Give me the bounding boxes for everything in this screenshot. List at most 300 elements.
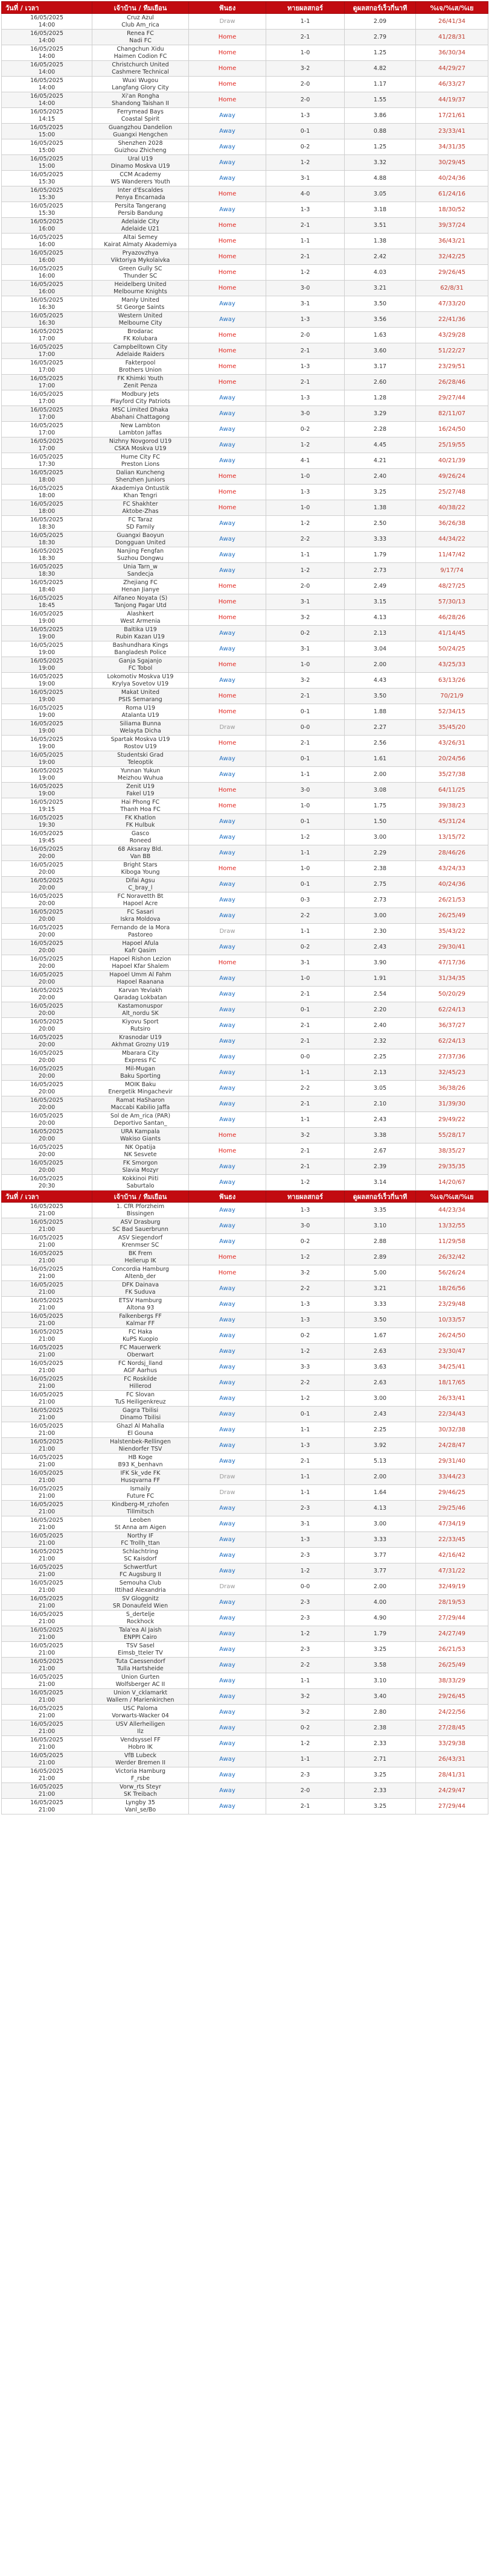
match-teams[interactable] (92, 971, 189, 987)
away-team[interactable]: Ilz (137, 1728, 144, 1735)
table-row[interactable] (2, 1485, 488, 1501)
away-team[interactable]: Slavia Mozyr (122, 1166, 159, 1174)
home-team[interactable]: Ramat HaSharon (116, 1096, 165, 1104)
table-row[interactable] (2, 155, 488, 171)
table-row[interactable] (2, 45, 488, 61)
home-team[interactable]: Studentski Grad (117, 751, 164, 758)
home-team[interactable]: Alashkert (127, 610, 154, 617)
match-teams[interactable] (92, 186, 189, 202)
away-team[interactable]: SD Family (126, 523, 155, 530)
table-row[interactable] (2, 971, 488, 987)
home-team[interactable]: Falkenbergs FF (119, 1312, 162, 1320)
match-teams[interactable] (92, 1485, 189, 1501)
home-team[interactable]: Makat United (121, 689, 160, 696)
match-teams[interactable] (92, 1360, 189, 1375)
table-row[interactable] (2, 673, 488, 689)
away-team[interactable]: NK Sesvete (124, 1151, 157, 1158)
home-team[interactable]: Nanjing Fengfan (117, 547, 164, 555)
match-teams[interactable] (92, 500, 189, 516)
table-row[interactable] (2, 861, 488, 877)
table-row[interactable] (2, 1407, 488, 1422)
away-team[interactable]: Hellerup IK (124, 1257, 156, 1264)
table-row[interactable] (2, 1096, 488, 1112)
table-row[interactable] (2, 1391, 488, 1407)
match-teams[interactable] (92, 390, 189, 406)
match-teams[interactable] (92, 1328, 189, 1344)
away-team[interactable]: Pastoreo (128, 931, 153, 938)
match-teams[interactable] (92, 45, 189, 61)
home-team[interactable]: FC Sasari (127, 908, 154, 915)
table-row[interactable] (2, 594, 488, 610)
match-teams[interactable] (92, 171, 189, 186)
home-team[interactable]: NK Opatija (125, 1143, 156, 1151)
home-team[interactable]: IFK Sk_vde FK (120, 1469, 161, 1477)
home-team[interactable]: Baltika U19 (124, 626, 157, 633)
away-team[interactable]: Vorwarts-Wacker 04 (112, 1712, 169, 1719)
home-team[interactable]: Roma U19 (125, 704, 156, 711)
away-team[interactable]: Maccabi Kabilio Jaffa (110, 1104, 170, 1111)
home-team[interactable]: Vendsyssel FF (120, 1736, 161, 1743)
away-team[interactable]: Energetik Mingachevir (108, 1088, 173, 1095)
away-team[interactable]: Hobro IK (128, 1743, 153, 1751)
match-teams[interactable] (92, 1548, 189, 1563)
away-team[interactable]: Kairat Almaty Akademiya (104, 241, 177, 248)
away-team[interactable]: FK Kolubara (123, 335, 158, 342)
away-team[interactable]: FC Augsburg II (119, 1571, 162, 1578)
home-team[interactable]: URA Kampala (121, 1128, 160, 1135)
away-team[interactable]: Khan Tengri (123, 492, 158, 499)
away-team[interactable]: SC Bad Sauerbrunn (112, 1226, 168, 1233)
home-team[interactable]: BK Frem (128, 1250, 153, 1257)
match-teams[interactable] (92, 92, 189, 108)
away-team[interactable]: Guizhou Zhicheng (114, 147, 167, 154)
away-team[interactable]: Penya Encarnada (115, 194, 165, 201)
home-team[interactable]: FC Taraz (128, 516, 153, 523)
table-row[interactable] (2, 626, 488, 641)
away-team[interactable]: Bissingen (126, 1210, 155, 1217)
away-team[interactable]: PSIS Semarang (118, 696, 162, 703)
away-team[interactable]: Guangxi Hengchen (113, 131, 168, 138)
home-team[interactable]: Halstenbek-Rellingen (110, 1438, 171, 1445)
table-row[interactable] (2, 1563, 488, 1579)
away-team[interactable]: Hapoel Acre (123, 900, 158, 907)
match-teams[interactable] (92, 1281, 189, 1297)
match-teams[interactable] (92, 61, 189, 77)
home-team[interactable]: Tuta Caessendorf (115, 1658, 165, 1665)
table-row[interactable] (2, 579, 488, 594)
home-team[interactable]: Hapoel Umm Al Fahm (109, 971, 171, 978)
home-team[interactable]: Nizhny Novgorod U19 (109, 437, 172, 445)
table-row[interactable] (2, 30, 488, 45)
home-team[interactable]: Union V_cklamarkt (113, 1689, 168, 1696)
away-team[interactable]: Cashmere Technical (112, 68, 169, 75)
match-teams[interactable] (92, 422, 189, 437)
away-team[interactable]: Wallern / Marienkirchen (106, 1696, 174, 1703)
table-row[interactable] (2, 1081, 488, 1096)
match-teams[interactable] (92, 1595, 189, 1611)
table-row[interactable] (2, 1454, 488, 1469)
table-row[interactable] (2, 1720, 488, 1736)
match-teams[interactable] (92, 296, 189, 312)
away-team[interactable]: Melbourne City (118, 319, 162, 326)
table-row[interactable] (2, 92, 488, 108)
home-team[interactable]: Shenzhen 2028 (118, 139, 163, 147)
match-teams[interactable] (92, 437, 189, 453)
table-row[interactable] (2, 1548, 488, 1563)
home-team[interactable]: Manly United (121, 296, 159, 304)
match-teams[interactable] (92, 218, 189, 234)
away-team[interactable]: Rutsiro (130, 1025, 151, 1032)
home-team[interactable]: Fakterpool (125, 359, 156, 366)
match-teams[interactable] (92, 155, 189, 171)
away-team[interactable]: Alt_nordu SK (122, 1010, 159, 1017)
home-team[interactable]: MOIK Baku (124, 1081, 156, 1088)
table-row[interactable] (2, 908, 488, 924)
match-teams[interactable] (92, 689, 189, 704)
match-teams[interactable] (92, 1234, 189, 1250)
home-team[interactable]: Tala'ea Al Jaish (119, 1626, 162, 1633)
away-team[interactable]: Dinamo Moskva U19 (110, 162, 170, 170)
home-team[interactable]: Schlachtring (122, 1548, 159, 1555)
away-team[interactable]: Deportivo Santan_ (113, 1119, 167, 1127)
home-team[interactable]: Pryazovzhya (122, 249, 159, 256)
away-team[interactable]: Shandong Taishan II (112, 100, 169, 107)
home-team[interactable]: FK Khatlon (125, 814, 156, 821)
home-team[interactable]: Alfaneo Noyata (S) (113, 594, 168, 602)
match-teams[interactable] (92, 814, 189, 830)
match-teams[interactable] (92, 202, 189, 218)
table-row[interactable] (2, 1469, 488, 1485)
table-row[interactable] (2, 281, 488, 296)
match-teams[interactable] (92, 657, 189, 673)
match-teams[interactable] (92, 1407, 189, 1422)
away-team[interactable]: Welayta Dicha (120, 727, 161, 734)
table-row[interactable] (2, 720, 488, 736)
away-team[interactable]: ENPPI Cairo (124, 1633, 157, 1641)
away-team[interactable]: Roneed (129, 837, 152, 844)
table-row[interactable] (2, 736, 488, 751)
table-row[interactable] (2, 845, 488, 861)
match-teams[interactable] (92, 767, 189, 783)
table-row[interactable] (2, 704, 488, 720)
away-team[interactable]: St George Saints (116, 304, 165, 311)
away-team[interactable]: Altona 93 (126, 1304, 155, 1311)
away-team[interactable]: WS Wanderers Youth (110, 178, 170, 185)
home-team[interactable]: ETSV Hamburg (118, 1297, 162, 1304)
home-team[interactable]: Vorw_rts Steyr (120, 1783, 161, 1790)
away-team[interactable]: Wolfsberger AC II (115, 1681, 165, 1688)
away-team[interactable]: Viktoriya Mykolaivka (110, 256, 170, 264)
away-team[interactable]: Krylya Sovetov U19 (112, 680, 169, 687)
table-row[interactable] (2, 767, 488, 783)
table-row[interactable] (2, 1658, 488, 1673)
match-teams[interactable] (92, 1297, 189, 1312)
match-teams[interactable] (92, 1626, 189, 1642)
table-row[interactable] (2, 1250, 488, 1265)
match-teams[interactable] (92, 1391, 189, 1407)
match-teams[interactable] (92, 594, 189, 610)
home-team[interactable]: Guangzhou Dandelion (108, 124, 173, 131)
away-team[interactable]: Atalanta U19 (121, 711, 159, 719)
match-teams[interactable] (92, 751, 189, 767)
away-team[interactable]: Adelaide Raiders (116, 351, 165, 358)
away-team[interactable]: FK Suduva (125, 1288, 156, 1296)
home-team[interactable]: Altai Semey (123, 234, 158, 241)
table-row[interactable] (2, 171, 488, 186)
table-row[interactable] (2, 641, 488, 657)
home-team[interactable]: 1. CfR Pforzheim (116, 1203, 165, 1210)
table-row[interactable] (2, 830, 488, 845)
match-teams[interactable] (92, 1312, 189, 1328)
match-teams[interactable] (92, 1128, 189, 1143)
away-team[interactable]: Tillmitsch (126, 1508, 155, 1515)
away-team[interactable]: West Armenia (120, 617, 161, 625)
table-row[interactable] (2, 1705, 488, 1720)
home-team[interactable]: FC Nordsj_lland (118, 1360, 163, 1367)
match-teams[interactable] (92, 1203, 189, 1218)
table-row[interactable] (2, 783, 488, 798)
home-team[interactable]: Hapoel Afula (122, 940, 159, 947)
away-team[interactable]: CSKA Moskva U19 (114, 445, 167, 452)
away-team[interactable]: FC Tobol (128, 664, 153, 672)
home-team[interactable]: FC Noravetth Bt (117, 892, 164, 900)
match-teams[interactable] (92, 469, 189, 485)
home-team[interactable]: Heidelberg United (114, 281, 167, 288)
away-team[interactable]: Bangladesh Police (114, 649, 167, 656)
match-teams[interactable] (92, 406, 189, 422)
away-team[interactable]: Rubin Kazan U19 (116, 633, 165, 640)
match-teams[interactable] (92, 1065, 189, 1081)
home-team[interactable]: FC Roskilde (124, 1375, 157, 1382)
table-row[interactable] (2, 139, 488, 155)
match-teams[interactable] (92, 249, 189, 265)
table-row[interactable] (2, 1689, 488, 1705)
table-row[interactable] (2, 186, 488, 202)
away-team[interactable]: Nadi FC (129, 37, 152, 44)
away-team[interactable]: SC Kaisdorf (124, 1555, 157, 1562)
away-team[interactable]: AGF Aarhus (123, 1367, 158, 1374)
match-teams[interactable] (92, 1438, 189, 1454)
home-team[interactable]: Akademiya Ontustik (111, 485, 170, 492)
home-team[interactable]: New Lambton (120, 422, 161, 429)
match-teams[interactable] (92, 1611, 189, 1626)
match-teams[interactable] (92, 720, 189, 736)
away-team[interactable]: SK Treibach (124, 1790, 157, 1798)
match-teams[interactable] (92, 1218, 189, 1234)
match-teams[interactable] (92, 108, 189, 124)
match-teams[interactable] (92, 1783, 189, 1799)
home-team[interactable]: FC Slovan (126, 1391, 155, 1398)
home-team[interactable]: Concordia Hamburg (112, 1265, 169, 1273)
match-teams[interactable] (92, 1081, 189, 1096)
match-teams[interactable] (92, 987, 189, 1002)
table-row[interactable] (2, 1532, 488, 1548)
table-row[interactable] (2, 234, 488, 249)
home-team[interactable]: USC Paloma (123, 1705, 158, 1712)
home-team[interactable]: Zhejiang FC (123, 579, 158, 586)
table-row[interactable] (2, 955, 488, 971)
away-team[interactable]: C_bray_l (128, 884, 153, 891)
away-team[interactable]: Iskra Moldova (120, 915, 161, 923)
match-teams[interactable] (92, 783, 189, 798)
home-team[interactable]: FC Mauerwerk (120, 1344, 161, 1351)
home-team[interactable]: Renea FC (127, 30, 154, 37)
home-team[interactable]: Ganja Sgajanjo (118, 657, 162, 664)
match-teams[interactable] (92, 1705, 189, 1720)
away-team[interactable]: Haimen Codion FC (113, 52, 167, 60)
home-team[interactable]: Schwertfurt (123, 1563, 158, 1571)
home-team[interactable]: Dalian Kuncheng (116, 469, 165, 476)
table-row[interactable] (2, 610, 488, 626)
match-teams[interactable] (92, 1112, 189, 1128)
table-row[interactable] (2, 1767, 488, 1783)
table-row[interactable] (2, 1360, 488, 1375)
match-teams[interactable] (92, 1096, 189, 1112)
table-row[interactable] (2, 265, 488, 281)
table-row[interactable] (2, 437, 488, 453)
home-team[interactable]: Guangxi Baoyun (117, 532, 164, 539)
home-team[interactable]: Gasco (131, 830, 150, 837)
match-teams[interactable] (92, 830, 189, 845)
home-team[interactable]: SV Gloggnitz (122, 1595, 159, 1602)
home-team[interactable]: ASV Drasburg (120, 1218, 161, 1226)
away-team[interactable]: Ittihad Alexandria (115, 1586, 166, 1594)
match-teams[interactable] (92, 877, 189, 892)
away-team[interactable]: Hapoel Kfar Shalem (112, 962, 169, 970)
table-row[interactable] (2, 547, 488, 563)
home-team[interactable]: Spartak Moskva U19 (110, 736, 170, 743)
away-team[interactable]: Dongguan United (115, 539, 166, 546)
home-team[interactable]: Union Gurten (121, 1673, 160, 1681)
table-row[interactable] (2, 61, 488, 77)
table-row[interactable] (2, 1034, 488, 1049)
match-teams[interactable] (92, 1049, 189, 1065)
table-row[interactable] (2, 124, 488, 139)
away-team[interactable]: Saburtalo (126, 1182, 155, 1189)
home-team[interactable]: Hume City FC (120, 453, 161, 460)
home-team[interactable]: TSV Sasel (126, 1642, 155, 1649)
home-team[interactable]: VfB Lubeck (124, 1752, 157, 1759)
away-team[interactable]: Kiboga Young (121, 868, 160, 876)
away-team[interactable]: Thunder SC (123, 272, 158, 279)
home-team[interactable]: 68 Aksaray Bld. (118, 845, 163, 853)
match-teams[interactable] (92, 1532, 189, 1548)
match-teams[interactable] (92, 1454, 189, 1469)
away-team[interactable]: Brothers Union (119, 366, 162, 374)
away-team[interactable]: Vanl_se/Bo (124, 1806, 156, 1813)
table-row[interactable] (2, 1626, 488, 1642)
table-row[interactable] (2, 516, 488, 532)
home-team[interactable]: ASV Siegendorf (118, 1234, 163, 1241)
match-teams[interactable] (92, 532, 189, 547)
match-teams[interactable] (92, 124, 189, 139)
home-team[interactable]: Sol de Am_rica (PAR) (110, 1112, 171, 1119)
away-team[interactable]: Hapoel Raanana (117, 978, 164, 985)
home-team[interactable]: Lyngby 35 (126, 1799, 155, 1806)
match-teams[interactable] (92, 485, 189, 500)
match-teams[interactable] (92, 547, 189, 563)
home-team[interactable]: Inter d'Escaldes (117, 186, 164, 194)
match-teams[interactable] (92, 704, 189, 720)
table-row[interactable] (2, 1422, 488, 1438)
away-team[interactable]: Van BB (130, 853, 151, 860)
home-team[interactable]: CCM Academy (120, 171, 161, 178)
table-row[interactable] (2, 1002, 488, 1018)
table-row[interactable] (2, 1783, 488, 1799)
match-teams[interactable] (92, 1250, 189, 1265)
home-team[interactable]: Gagra Tbilisi (122, 1407, 159, 1414)
home-team[interactable]: Kiyovu Sport (122, 1018, 159, 1025)
away-team[interactable]: Henan Jianye (121, 586, 159, 593)
table-row[interactable] (2, 751, 488, 767)
table-row[interactable] (2, 940, 488, 955)
match-teams[interactable] (92, 30, 189, 45)
away-team[interactable]: Teleoptik (127, 758, 153, 766)
table-row[interactable] (2, 485, 488, 500)
away-team[interactable]: Altenb_der (124, 1273, 156, 1280)
table-row[interactable] (2, 987, 488, 1002)
home-team[interactable]: MSC Limited Dhaka (112, 406, 168, 413)
table-row[interactable] (2, 218, 488, 234)
table-row[interactable] (2, 689, 488, 704)
table-row[interactable] (2, 359, 488, 375)
home-team[interactable]: Zenit U19 (126, 783, 155, 790)
table-row[interactable] (2, 1438, 488, 1454)
home-team[interactable]: FC Shakhter (123, 500, 158, 507)
table-row[interactable] (2, 1344, 488, 1360)
home-team[interactable]: Ismaily (130, 1485, 151, 1492)
match-teams[interactable] (92, 375, 189, 390)
match-teams[interactable] (92, 359, 189, 375)
home-team[interactable]: Bright Stars (123, 861, 158, 868)
home-team[interactable]: Leoben (130, 1516, 151, 1524)
table-row[interactable] (2, 1516, 488, 1532)
table-row[interactable] (2, 500, 488, 516)
away-team[interactable]: Fakel U19 (126, 790, 155, 797)
home-team[interactable]: S_dertelje (126, 1611, 155, 1618)
away-team[interactable]: Baku Sporting (120, 1072, 161, 1080)
away-team[interactable]: F_rsbe (131, 1775, 150, 1782)
table-row[interactable] (2, 877, 488, 892)
home-team[interactable]: Modbury Jets (121, 390, 159, 398)
match-teams[interactable] (92, 579, 189, 594)
home-team[interactable]: Hai Phong FC (121, 798, 160, 806)
table-row[interactable] (2, 892, 488, 908)
table-row[interactable] (2, 1234, 488, 1250)
home-team[interactable]: Cruz Azul (127, 14, 154, 21)
away-team[interactable]: Niendorfer TSV (118, 1445, 162, 1452)
table-row[interactable] (2, 390, 488, 406)
match-teams[interactable] (92, 641, 189, 657)
home-team[interactable]: Kastamonuspor (118, 1002, 163, 1010)
home-team[interactable]: FK Smorgon (123, 1159, 158, 1166)
match-teams[interactable] (92, 265, 189, 281)
home-team[interactable]: Changchun Xidu (117, 45, 164, 52)
away-team[interactable]: Oberwart (127, 1351, 154, 1358)
away-team[interactable]: Wakiso Giants (120, 1135, 161, 1142)
table-row[interactable] (2, 924, 488, 940)
table-row[interactable] (2, 1579, 488, 1595)
match-teams[interactable] (92, 1344, 189, 1360)
table-row[interactable] (2, 1375, 488, 1391)
match-teams[interactable] (92, 940, 189, 955)
match-teams[interactable] (92, 14, 189, 30)
away-team[interactable]: Melbourne Knights (113, 288, 167, 295)
home-team[interactable]: Ferrymead Bays (117, 108, 164, 115)
table-row[interactable] (2, 328, 488, 343)
table-row[interactable] (2, 1265, 488, 1281)
away-team[interactable]: Persib Bandung (118, 209, 163, 217)
